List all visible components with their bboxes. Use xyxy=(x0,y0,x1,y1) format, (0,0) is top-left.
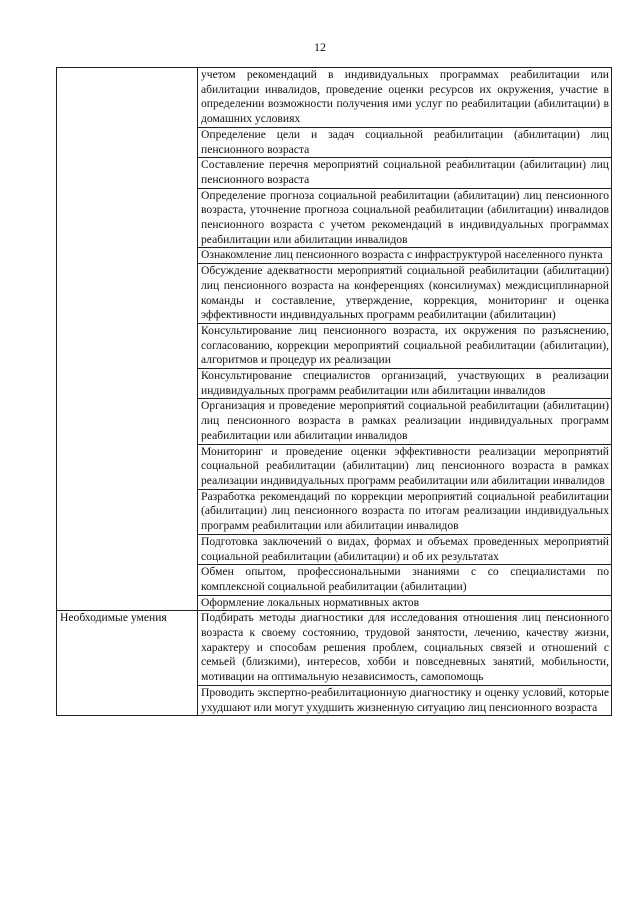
row-text-cell xyxy=(198,248,612,264)
row-text: Оформление локальных нормативных актов xyxy=(201,595,420,609)
row-label-cell xyxy=(57,68,198,611)
row-text-cell xyxy=(198,489,612,534)
row-text: Консультирование лиц пенсионного возраста, их окружения по разъяснению, согласованию, коррекции мероприятий социальной реабилитации (абилитации), алгоритмов и процедур их реализации xyxy=(201,323,609,367)
row-text: Ознакомление лиц пенсионного возраста с инфраструктурой населенного пункта xyxy=(201,248,603,262)
row-text-cell xyxy=(198,399,612,444)
row-text-cell xyxy=(198,188,612,248)
row-text-cell xyxy=(198,534,612,564)
row-text: Подготовка заключений о видах, формах и объемах проведенных мероприятий социальной реабилитации (абилитации) и об их результатах xyxy=(201,534,609,563)
page-number: 12 xyxy=(314,40,326,54)
row-text: Консультирование специалистов организаций, участвующих в реализации индивидуальных программ реабилитации или абилитации инвалидов xyxy=(201,369,609,397)
row-text: Подбирать методы диагностики для исследования отношения лиц пенсионного возраста к своему состоянию, трудовой занятости, лечению, качеству жизни, характеру и способам решения проблем, социальных связей и отношений с семьей (близкими), интересов, хобби и повседневных занятий, мобильности, мотивации на оптимальную независимость, самопомощь xyxy=(201,611,609,684)
row-text-cell xyxy=(198,595,612,611)
row-text-cell xyxy=(198,685,612,715)
row-text-cell xyxy=(198,565,612,595)
row-text: Обсуждение адекватности мероприятий социальной реабилитации (абилитации) лиц пенсионного возраста на конференциях (консилиумах) междисциплинарной команды и составление, утверждение, коррекция, мониторинг и оценка эффективности индивидуальных программ реабилитации (абилитации) xyxy=(201,264,609,322)
row-text: учетом рекомендаций в индивидуальных программах реабилитации или абилитации инвалидов, проведение оценки ресурсов их окружения, участие в определении возможности получения ими услуг по реабилитации (абилитации) в домашних условиях xyxy=(201,68,609,126)
row-text-cell xyxy=(198,444,612,489)
row-text-cell xyxy=(198,127,612,157)
row-text: Проводить экспертно-реабилитационную диагностику и оценку условий, которые ухудшают или могут ухудшить жизненную ситуацию лиц пенсионного возраста xyxy=(201,685,609,714)
row-label: Необходимые умения xyxy=(60,611,167,625)
row-text: Мониторинг и проведение оценки эффективности реализации мероприятий социальной реабилитации (абилитации) лиц пенсионного возраста в рамках реализации индивидуальных программ реабилитации или абилитации инвалидов xyxy=(201,444,609,487)
table-row xyxy=(57,68,612,128)
row-text-cell xyxy=(198,158,612,188)
row-text: Определение цели и задач социальной реабилитации (абилитации) лиц пенсионного возраста xyxy=(201,127,609,156)
row-text: Составление перечня мероприятий социальной реабилитации (абилитации) лиц пенсионного возраста xyxy=(201,158,609,186)
row-text: Разработка рекомендаций по коррекции мероприятий социальной реабилитации (абилитации) лиц пенсионного возраста по итогам реализации индивидуальных программ реабилитации или абилитации инвалидов xyxy=(201,489,609,533)
row-text-cell xyxy=(198,611,612,686)
row-text-cell xyxy=(198,68,612,128)
row-label-cell xyxy=(57,611,198,716)
row-text: Обмен опытом, профессиональными знаниями с со специалистами по комплексной социальной реабилитации (абилитации) xyxy=(201,565,609,593)
row-text: Определение прогноза социальной реабилитации (абилитации) лиц пенсионного возраста, уточнение прогноза социальной реабилитации (абилитации) инвалидов пенсионного возраста с учетом рекомендаций в индивидуальных программах реабилитации или абилитации инвалидов xyxy=(201,188,609,246)
row-text-cell xyxy=(198,323,612,368)
row-text: Организация и проведение мероприятий социальной реабилитации (абилитации) лиц пенсионного возраста в рамках реализации индивидуальных программ реабилитации или абилитации инвалидов xyxy=(201,399,609,442)
competency-table xyxy=(56,67,612,716)
row-text-cell xyxy=(198,369,612,399)
row-text-cell xyxy=(198,264,612,324)
table-row xyxy=(57,611,612,686)
